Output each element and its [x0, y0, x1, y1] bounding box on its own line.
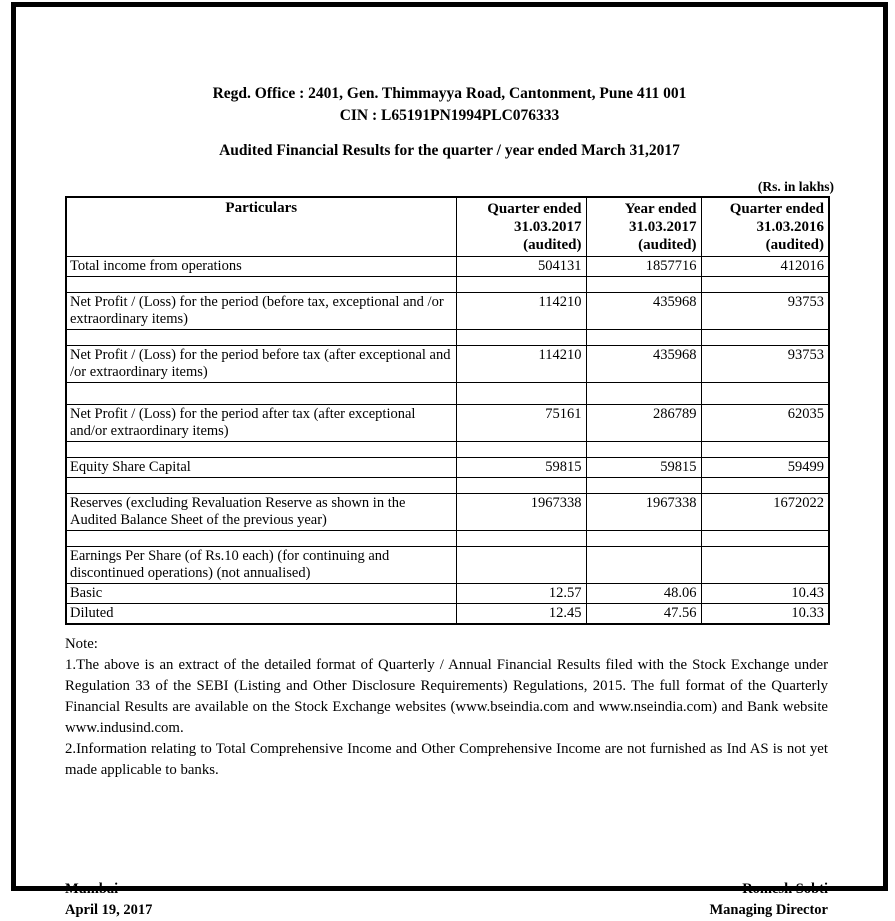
row-label: [66, 330, 456, 346]
row-value-q1: [456, 330, 586, 346]
table-row-eps-diluted: [66, 604, 829, 625]
row-value-q1: 1967338: [456, 494, 586, 531]
header-year-2017-line1: Year ended: [624, 201, 697, 217]
regd-office-line: Regd. Office : 2401, Gen. Thimmayya Road, Cantonment, Pune 411 001: [212, 85, 687, 102]
row-value-q2: [701, 330, 829, 346]
signoff-section: [65, 879, 828, 921]
row-label: Diluted: [66, 604, 456, 625]
units-note: (Rs. in lakhs): [757, 179, 834, 194]
row-value-q2: 93753: [701, 346, 829, 383]
header-year-2017-line3: (audited): [638, 237, 697, 253]
row-value-q1: [456, 478, 586, 494]
header-quarter-2016-line2: 31.03.2016: [756, 219, 824, 235]
row-label: [66, 478, 456, 494]
row-value-q2: [701, 383, 829, 405]
row-value-q2: 62035: [701, 405, 829, 442]
header-quarter-2017-line1: Quarter ended: [487, 201, 582, 217]
signoff-place-date: [65, 879, 152, 921]
row-label: Earnings Per Share (of Rs.10 each) (for continuing and discontinued operations) (not annualised): [66, 547, 456, 584]
row-value-q1: [456, 442, 586, 458]
row-value-q1: [456, 547, 586, 584]
row-value-q1: 114210: [456, 346, 586, 383]
row-label: Reserves (excluding Revaluation Reserve as shown in the Audited Balance Sheet of the previous year): [66, 494, 456, 531]
row-label: [66, 442, 456, 458]
notes-section: [65, 634, 828, 781]
row-value-q1: 12.57: [456, 584, 586, 604]
header-quarter-2017-line2: 31.03.2017: [514, 219, 582, 235]
row-value-y: 1857716: [586, 257, 701, 277]
row-label: Net Profit / (Loss) for the period before tax (after exceptional and /or extraordinary items): [66, 346, 456, 383]
row-value-y: [586, 442, 701, 458]
row-value-q2: [701, 531, 829, 547]
table-row-spacer: [66, 330, 829, 346]
notes-heading: Note:: [65, 636, 98, 652]
row-value-y: 435968: [586, 293, 701, 330]
table-row-net-profit-before-tax: [66, 346, 829, 383]
row-value-q1: 114210: [456, 293, 586, 330]
row-value-q1: [456, 277, 586, 293]
document-content: [16, 7, 883, 921]
table-row-spacer: [66, 383, 829, 405]
row-value-q2: 1672022: [701, 494, 829, 531]
header-quarter-2017-line3: (audited): [523, 237, 582, 253]
row-value-y: [586, 383, 701, 405]
row-label: Net Profit / (Loss) for the period (before tax, exceptional and /or extraordinary items): [66, 293, 456, 330]
table-row-equity-share-capital: [66, 458, 829, 478]
table-row-total-income: [66, 257, 829, 277]
header-quarter-2017: [456, 197, 586, 257]
row-label: Basic: [66, 584, 456, 604]
header-quarter-2016-line3: (audited): [765, 237, 824, 253]
table-row-spacer: [66, 531, 829, 547]
row-label: [66, 277, 456, 293]
row-value-q2: 59499: [701, 458, 829, 478]
header-year-2017-line2: 31.03.2017: [629, 219, 697, 235]
row-value-q1: 12.45: [456, 604, 586, 625]
note-1: 1.The above is an extract of the detailed format of Quarterly / Annual Financial Results filed with the Stock Exchange under Regulation 33 of the SEBI (Listing and Other Disclosure Requirements) Regulations, 2015. The full format of the Quarterly Financial Results are available on the Stock Exchange websites (www.bseindia.com and www.nseindia.com) and Bank website www.indusind.com.: [65, 657, 828, 736]
signatory-designation: Managing Director: [709, 902, 828, 918]
row-label: Net Profit / (Loss) for the period after tax (after exceptional and/or extraordinary items): [66, 405, 456, 442]
table-row-eps-heading: [66, 547, 829, 584]
row-value-y: [586, 330, 701, 346]
row-value-y: [586, 277, 701, 293]
signoff-place: Mumbai: [65, 881, 119, 897]
table-header-row: [66, 197, 829, 257]
table-row-spacer: [66, 442, 829, 458]
signoff-signatory: [709, 879, 828, 921]
row-value-y: 286789: [586, 405, 701, 442]
note-2: 2.Information relating to Total Comprehensive Income and Other Comprehensive Income are not furnished as Ind AS is not yet made applicable to banks.: [65, 741, 828, 778]
document-page-border: [11, 2, 888, 918]
row-value-q2: [701, 277, 829, 293]
table-row-net-profit-before-tax-exceptional: [66, 293, 829, 330]
row-value-q1: 75161: [456, 405, 586, 442]
row-label: [66, 531, 456, 547]
row-value-y: 48.06: [586, 584, 701, 604]
row-label: [66, 383, 456, 405]
row-value-y: 1967338: [586, 494, 701, 531]
row-value-q1: 59815: [456, 458, 586, 478]
cin-line: CIN : L65191PN1994PLC076333: [339, 107, 560, 124]
row-value-q2: [701, 442, 829, 458]
row-value-q2: 10.33: [701, 604, 829, 625]
signatory-name: Romesh Sobti: [742, 881, 828, 897]
row-value-q1: 504131: [456, 257, 586, 277]
row-value-q2: 10.43: [701, 584, 829, 604]
row-value-q1: [456, 531, 586, 547]
row-label: Equity Share Capital: [66, 458, 456, 478]
row-value-y: 435968: [586, 346, 701, 383]
row-value-y: 59815: [586, 458, 701, 478]
row-value-y: 47.56: [586, 604, 701, 625]
table-row-net-profit-after-tax: [66, 405, 829, 442]
table-row-reserves: [66, 494, 829, 531]
row-value-y: [586, 478, 701, 494]
financial-results-table: [65, 196, 830, 625]
header-quarter-2016-line1: Quarter ended: [729, 201, 824, 217]
header-quarter-2016: [701, 197, 829, 257]
row-value-q2: 93753: [701, 293, 829, 330]
header-particulars: Particulars: [66, 197, 456, 257]
row-value-q2: [701, 478, 829, 494]
header-year-2017: [586, 197, 701, 257]
row-value-q2: 412016: [701, 257, 829, 277]
row-label: Total income from operations: [66, 257, 456, 277]
row-value-q1: [456, 383, 586, 405]
row-value-y: [586, 531, 701, 547]
table-row-spacer: [66, 478, 829, 494]
document-title: Audited Financial Results for the quarter / year ended March 31,2017: [219, 142, 680, 159]
row-value-q2: [701, 547, 829, 584]
table-row-eps-basic: [66, 584, 829, 604]
signoff-date: April 19, 2017: [65, 902, 153, 918]
row-value-y: [586, 547, 701, 584]
table-row-spacer: [66, 277, 829, 293]
